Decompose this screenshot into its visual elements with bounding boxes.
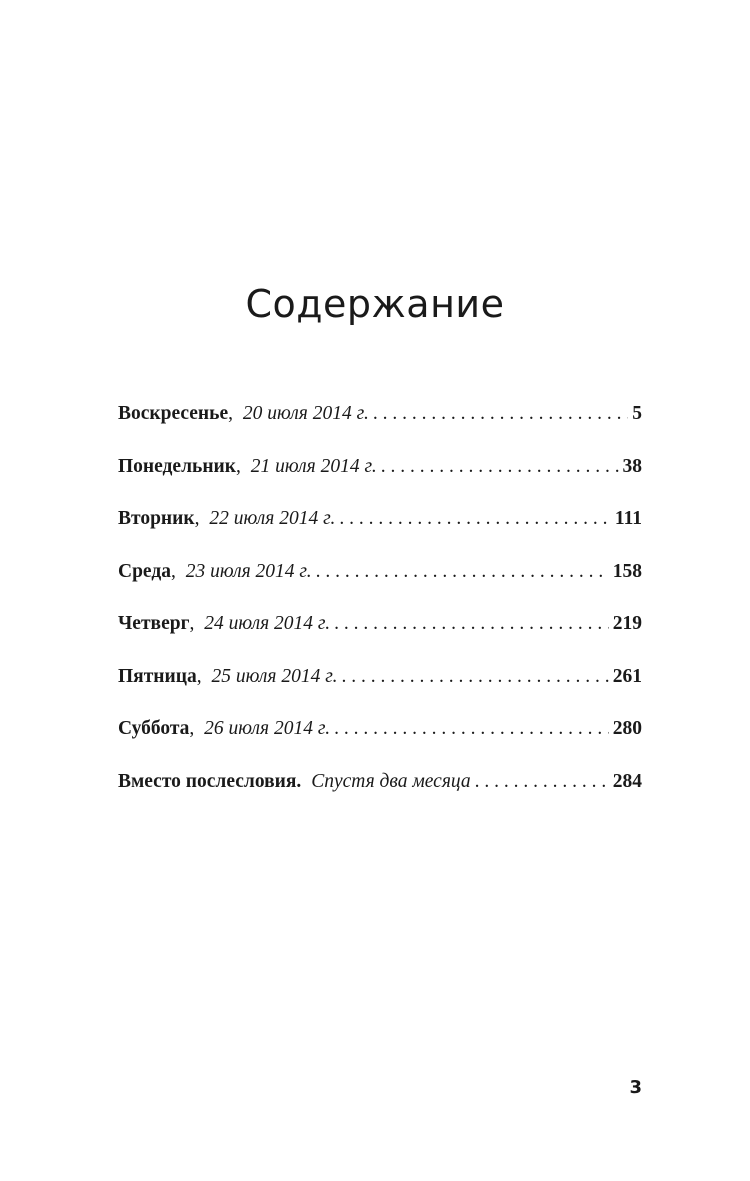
dot-leader xyxy=(334,717,609,741)
toc-entry-date: 23 июля 2014 г. xyxy=(185,560,312,582)
toc-entry-separator: , xyxy=(194,508,205,529)
dot-leader xyxy=(475,770,609,794)
dot-leader xyxy=(334,612,609,636)
toc-entry-date: 20 июля 2014 г. xyxy=(242,403,369,424)
toc-entry-separator: , xyxy=(196,665,207,687)
toc-entry-page-number: 158 xyxy=(612,560,642,582)
dot-leader xyxy=(341,665,608,689)
toc-entry-page-number: 5 xyxy=(632,403,642,424)
dot-leader xyxy=(381,455,619,479)
toc-entry xyxy=(118,612,642,665)
toc-entry-date: 24 июля 2014 г. xyxy=(204,613,331,634)
toc-entry-separator: , xyxy=(170,560,181,582)
toc-entry xyxy=(118,770,642,823)
toc-entry-title: Вместо послесловия. xyxy=(118,770,302,792)
toc-entry xyxy=(118,455,642,508)
toc-entry-title: Вторник xyxy=(118,508,195,529)
toc-entry-date: 25 июля 2014 г. xyxy=(211,665,338,687)
toc-entry-title: Суббота xyxy=(118,718,190,739)
page-number: 3 xyxy=(629,1077,642,1098)
toc-entry-separator: , xyxy=(189,613,200,634)
toc-entry-date: 21 июля 2014 г. xyxy=(250,455,377,477)
toc-entry-page-number: 280 xyxy=(612,718,642,739)
dot-leader xyxy=(339,507,611,531)
toc-entry-page-number: 111 xyxy=(614,508,642,529)
toc-entry-page-number: 261 xyxy=(612,665,642,687)
toc-entry-date: Спустя два месяца xyxy=(311,770,471,792)
toc-entry-page-number: 219 xyxy=(612,613,642,634)
toc-entry-page-number: 38 xyxy=(622,455,642,477)
toc-entry-date: 26 июля 2014 г. xyxy=(204,718,331,739)
toc-entry-page-number: 284 xyxy=(612,770,642,792)
dot-leader xyxy=(316,560,609,584)
page-title: Содержание xyxy=(245,282,505,326)
toc-entry-separator: , xyxy=(228,403,238,424)
toc-entry-title: Пятница xyxy=(118,665,197,687)
toc-entry-separator: , xyxy=(236,455,246,477)
table-of-contents xyxy=(118,402,642,822)
dot-leader xyxy=(373,402,628,426)
toc-entry-title: Воскресенье xyxy=(118,403,229,424)
toc-entry-date: 22 июля 2014 г. xyxy=(209,508,336,529)
toc-entry xyxy=(118,665,642,718)
toc-entry xyxy=(118,560,642,613)
toc-entry-separator: , xyxy=(189,718,200,739)
toc-entry xyxy=(118,507,642,560)
toc-entry-title: Четверг xyxy=(118,613,190,634)
toc-entry xyxy=(118,717,642,770)
toc-entry-separator xyxy=(301,770,306,794)
toc-entry-title: Понедельник xyxy=(118,455,237,477)
toc-entry-title: Среда xyxy=(118,560,171,582)
toc-entry xyxy=(118,402,642,455)
